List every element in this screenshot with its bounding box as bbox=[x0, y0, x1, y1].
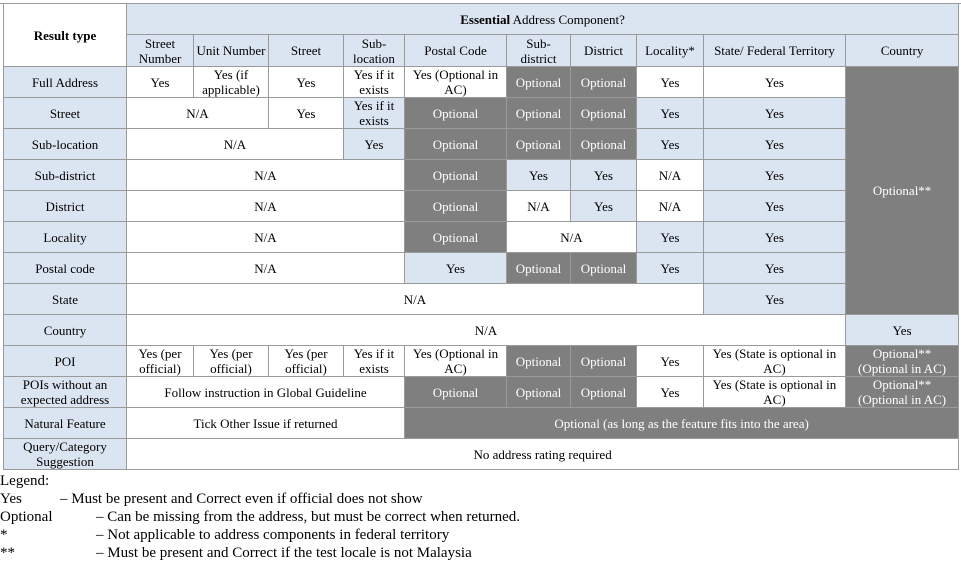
legend-desc: – Must be present and Correct even if official does not show bbox=[60, 491, 423, 507]
table-row bbox=[4, 98, 959, 129]
table-cell: Yes (per official) bbox=[127, 346, 194, 377]
table-cell: Optional** (Optional in AC) bbox=[846, 346, 959, 377]
legend bbox=[0, 472, 961, 562]
row-label-poi: POI bbox=[4, 346, 127, 377]
legend-key: * bbox=[0, 527, 8, 543]
table-cell: Optional bbox=[571, 346, 637, 377]
table-cell: Yes bbox=[637, 129, 704, 160]
row-label-street: Street bbox=[4, 98, 127, 129]
table-row bbox=[4, 408, 959, 439]
col-district: District bbox=[571, 35, 637, 67]
table-cell: N/A bbox=[127, 253, 405, 284]
table-cell: Yes (State is optional in AC) bbox=[704, 346, 846, 377]
table-row bbox=[4, 346, 959, 377]
table-cell: Optional bbox=[507, 129, 571, 160]
legend-key: Optional bbox=[0, 509, 53, 525]
table-cell: Yes bbox=[704, 160, 846, 191]
table-cell: Follow instruction in Global Guideline bbox=[127, 377, 405, 408]
table-cell: Yes bbox=[637, 67, 704, 98]
table-cell: Yes bbox=[269, 67, 344, 98]
col-sub-location: Sub-location bbox=[344, 35, 405, 67]
address-component-table bbox=[3, 3, 959, 470]
table-cell: Optional bbox=[507, 98, 571, 129]
table-cell: Yes (Optional in AC) bbox=[405, 67, 507, 98]
table-cell: Yes bbox=[344, 129, 405, 160]
col-sub-district: Sub-district bbox=[507, 35, 571, 67]
table-cell: Yes bbox=[127, 67, 194, 98]
table-cell: Optional bbox=[507, 346, 571, 377]
table-cell: Optional bbox=[507, 377, 571, 408]
table-cell: N/A bbox=[127, 160, 405, 191]
table-cell: Yes bbox=[704, 284, 846, 315]
table-row bbox=[4, 222, 959, 253]
table-cell: Yes bbox=[637, 377, 704, 408]
table-cell: Yes bbox=[704, 191, 846, 222]
table-cell: Yes bbox=[704, 67, 846, 98]
table-cell: N/A bbox=[127, 129, 344, 160]
table-row bbox=[4, 253, 959, 284]
row-label-country: Country bbox=[4, 315, 127, 346]
table-cell: Yes bbox=[637, 253, 704, 284]
table-cell: Optional bbox=[571, 253, 637, 284]
col-street: Street bbox=[269, 35, 344, 67]
col-unit-number: Unit Number bbox=[194, 35, 269, 67]
table-cell: Yes bbox=[704, 222, 846, 253]
table-cell: Yes bbox=[571, 160, 637, 191]
table-cell: Optional bbox=[507, 253, 571, 284]
table-cell: Yes (if applicable) bbox=[194, 67, 269, 98]
table-cell: Yes bbox=[571, 191, 637, 222]
table-cell: Optional bbox=[405, 191, 507, 222]
row-label-natural-feature: Natural Feature bbox=[4, 408, 127, 439]
table-cell: Yes (State is optional in AC) bbox=[704, 377, 846, 408]
result-type-header: Result type bbox=[4, 4, 127, 67]
row-label-poi-no-address: POIs without an expected address bbox=[4, 377, 127, 408]
table-cell: No address rating required bbox=[127, 439, 959, 470]
table-cell: Optional bbox=[507, 67, 571, 98]
table-cell: Optional bbox=[571, 377, 637, 408]
table-cell: Yes bbox=[704, 129, 846, 160]
legend-desc: – Not applicable to address components in federal territory bbox=[96, 527, 450, 543]
legend-title: Legend: bbox=[0, 473, 50, 489]
table-cell: Yes bbox=[405, 253, 507, 284]
table-cell: Yes bbox=[507, 160, 571, 191]
table-cell: Yes bbox=[269, 98, 344, 129]
legend-desc: – Can be missing from the address, but must be correct when returned. bbox=[96, 509, 521, 525]
country-optional-block: Optional** bbox=[846, 67, 959, 315]
table-row bbox=[4, 129, 959, 160]
col-country: Country bbox=[846, 35, 959, 67]
table-row bbox=[4, 191, 959, 222]
table-cell: Tick Other Issue if returned bbox=[127, 408, 405, 439]
table-cell: Optional bbox=[571, 129, 637, 160]
table-cell: Yes (per official) bbox=[194, 346, 269, 377]
row-label-state: State bbox=[4, 284, 127, 315]
table-row bbox=[4, 439, 959, 470]
table-cell: Optional bbox=[571, 67, 637, 98]
col-locality: Locality* bbox=[637, 35, 704, 67]
row-label-postal-code: Postal code bbox=[4, 253, 127, 284]
table-cell: Optional bbox=[405, 222, 507, 253]
table-cell: Yes (Optional in AC) bbox=[405, 346, 507, 377]
table-cell: Yes bbox=[704, 253, 846, 284]
table-cell: Yes bbox=[637, 346, 704, 377]
table-cell: Yes bbox=[704, 98, 846, 129]
table-cell: Optional** (Optional in AC) bbox=[846, 377, 959, 408]
table-cell: Yes if it exists bbox=[344, 67, 405, 98]
table-cell: Yes if it exists bbox=[344, 346, 405, 377]
table-cell: N/A bbox=[127, 284, 704, 315]
table-cell: N/A bbox=[127, 98, 269, 129]
table-row bbox=[4, 284, 959, 315]
table-cell: Optional bbox=[405, 98, 507, 129]
legend-desc: – Must be present and Correct if the test locale is not Malaysia bbox=[96, 545, 472, 561]
col-street-number: Street Number bbox=[127, 35, 194, 67]
table-cell: Optional bbox=[405, 129, 507, 160]
table-row bbox=[4, 377, 959, 408]
col-state: State/ Federal Territory bbox=[704, 35, 846, 67]
row-label-sub-location: Sub-location bbox=[4, 129, 127, 160]
legend-key: Yes bbox=[0, 491, 22, 507]
table-row bbox=[4, 315, 959, 346]
table-cell: Yes if it exists bbox=[344, 98, 405, 129]
table-cell: Optional bbox=[405, 160, 507, 191]
table-cell: N/A bbox=[637, 191, 704, 222]
table-cell: N/A bbox=[127, 315, 846, 346]
table-cell: Optional bbox=[405, 377, 507, 408]
row-label-sub-district: Sub-district bbox=[4, 160, 127, 191]
table-cell: N/A bbox=[637, 160, 704, 191]
row-label-district: District bbox=[4, 191, 127, 222]
table-cell: N/A bbox=[127, 191, 405, 222]
table-cell: Yes bbox=[637, 98, 704, 129]
table-cell: Optional bbox=[571, 98, 637, 129]
table-cell: N/A bbox=[507, 191, 571, 222]
table-cell: Optional (as long as the feature fits into the area) bbox=[405, 408, 959, 439]
row-label-query-category: Query/Category Suggestion bbox=[4, 439, 127, 470]
legend-key: ** bbox=[0, 545, 15, 561]
essential-header: Essential Address Component? bbox=[127, 4, 959, 35]
table-row bbox=[4, 160, 959, 191]
table-cell: Yes bbox=[637, 222, 704, 253]
table-cell: N/A bbox=[127, 222, 405, 253]
col-postal-code: Postal Code bbox=[405, 35, 507, 67]
row-label-locality: Locality bbox=[4, 222, 127, 253]
row-label-full-address: Full Address bbox=[4, 67, 127, 98]
table-cell: Yes (per official) bbox=[269, 346, 344, 377]
table-cell: N/A bbox=[507, 222, 637, 253]
table-cell: Yes bbox=[846, 315, 959, 346]
table-row bbox=[4, 67, 959, 98]
